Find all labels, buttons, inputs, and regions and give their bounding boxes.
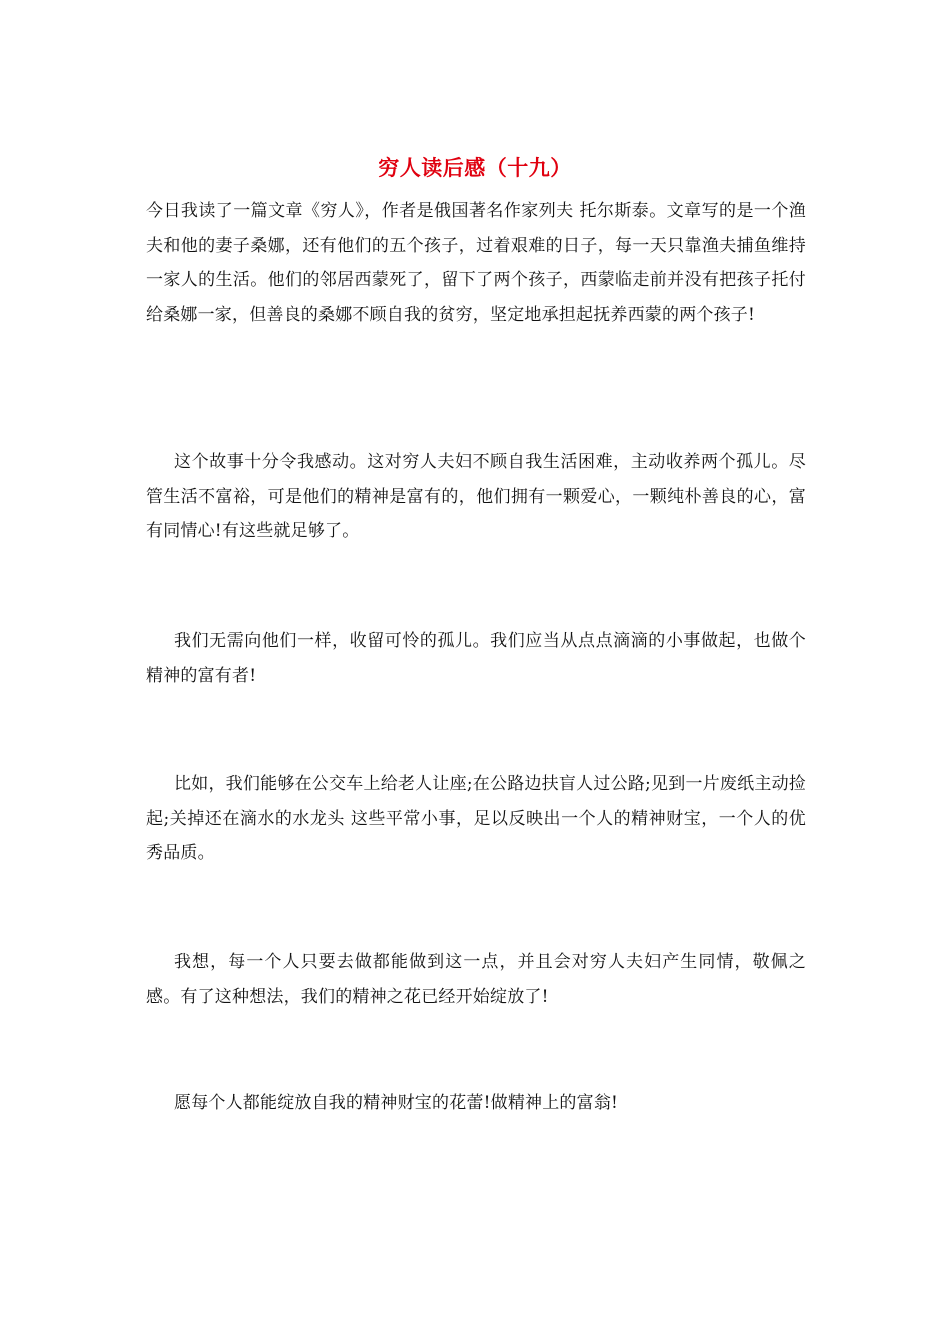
- paragraph-6: 愿每个人都能绽放自我的精神财宝的花蕾!做精神上的富翁!: [174, 1093, 619, 1113]
- paragraph-1: 今日我读了一篇文章《穷人》，作者是俄国著名作家列夫 托尔斯泰。文章写的是一个渔夫和他的妻子桑娜，还有他们的五个孩子，过着艰难的日子，每一天只靠渔夫捕鱼维持一家人的生活。他们的邻居西蒙死了，留下了两个孩子，西蒙临走前并没有把孩子托付给桑娜一家，但善良的桑娜不顾自我的贫穷，坚定地承担起抚养西蒙的两个孩子!: [146, 201, 806, 325]
- paragraph-4: 比如，我们能够在公交车上给老人让座;在公路边扶盲人过公路;见到一片废纸主动捡起;关掉还在滴水的水龙头 这些平常小事，足以反映出一个人的精神财宝，一个人的优秀品质。: [146, 774, 806, 863]
- paragraph-2: 这个故事十分令我感动。这对穷人夫妇不顾自我生活困难，主动收养两个孤儿。尽管生活不富裕，可是他们的精神是富有的，他们拥有一颗爱心，一颗纯朴善良的心，富有同情心!有这些就足够了。: [146, 452, 806, 541]
- document-title: 穷人读后感（十九）: [378, 155, 572, 180]
- paragraph-3: 我们无需向他们一样，收留可怜的孤儿。我们应当从点点滴滴的小事做起，也做个精神的富有者!: [146, 631, 806, 686]
- paragraph-5: 我想，每一个人只要去做都能做到这一点，并且会对穷人夫妇产生同情，敬佩之感。有了这种想法，我们的精神之花已经开始绽放了!: [146, 952, 806, 1007]
